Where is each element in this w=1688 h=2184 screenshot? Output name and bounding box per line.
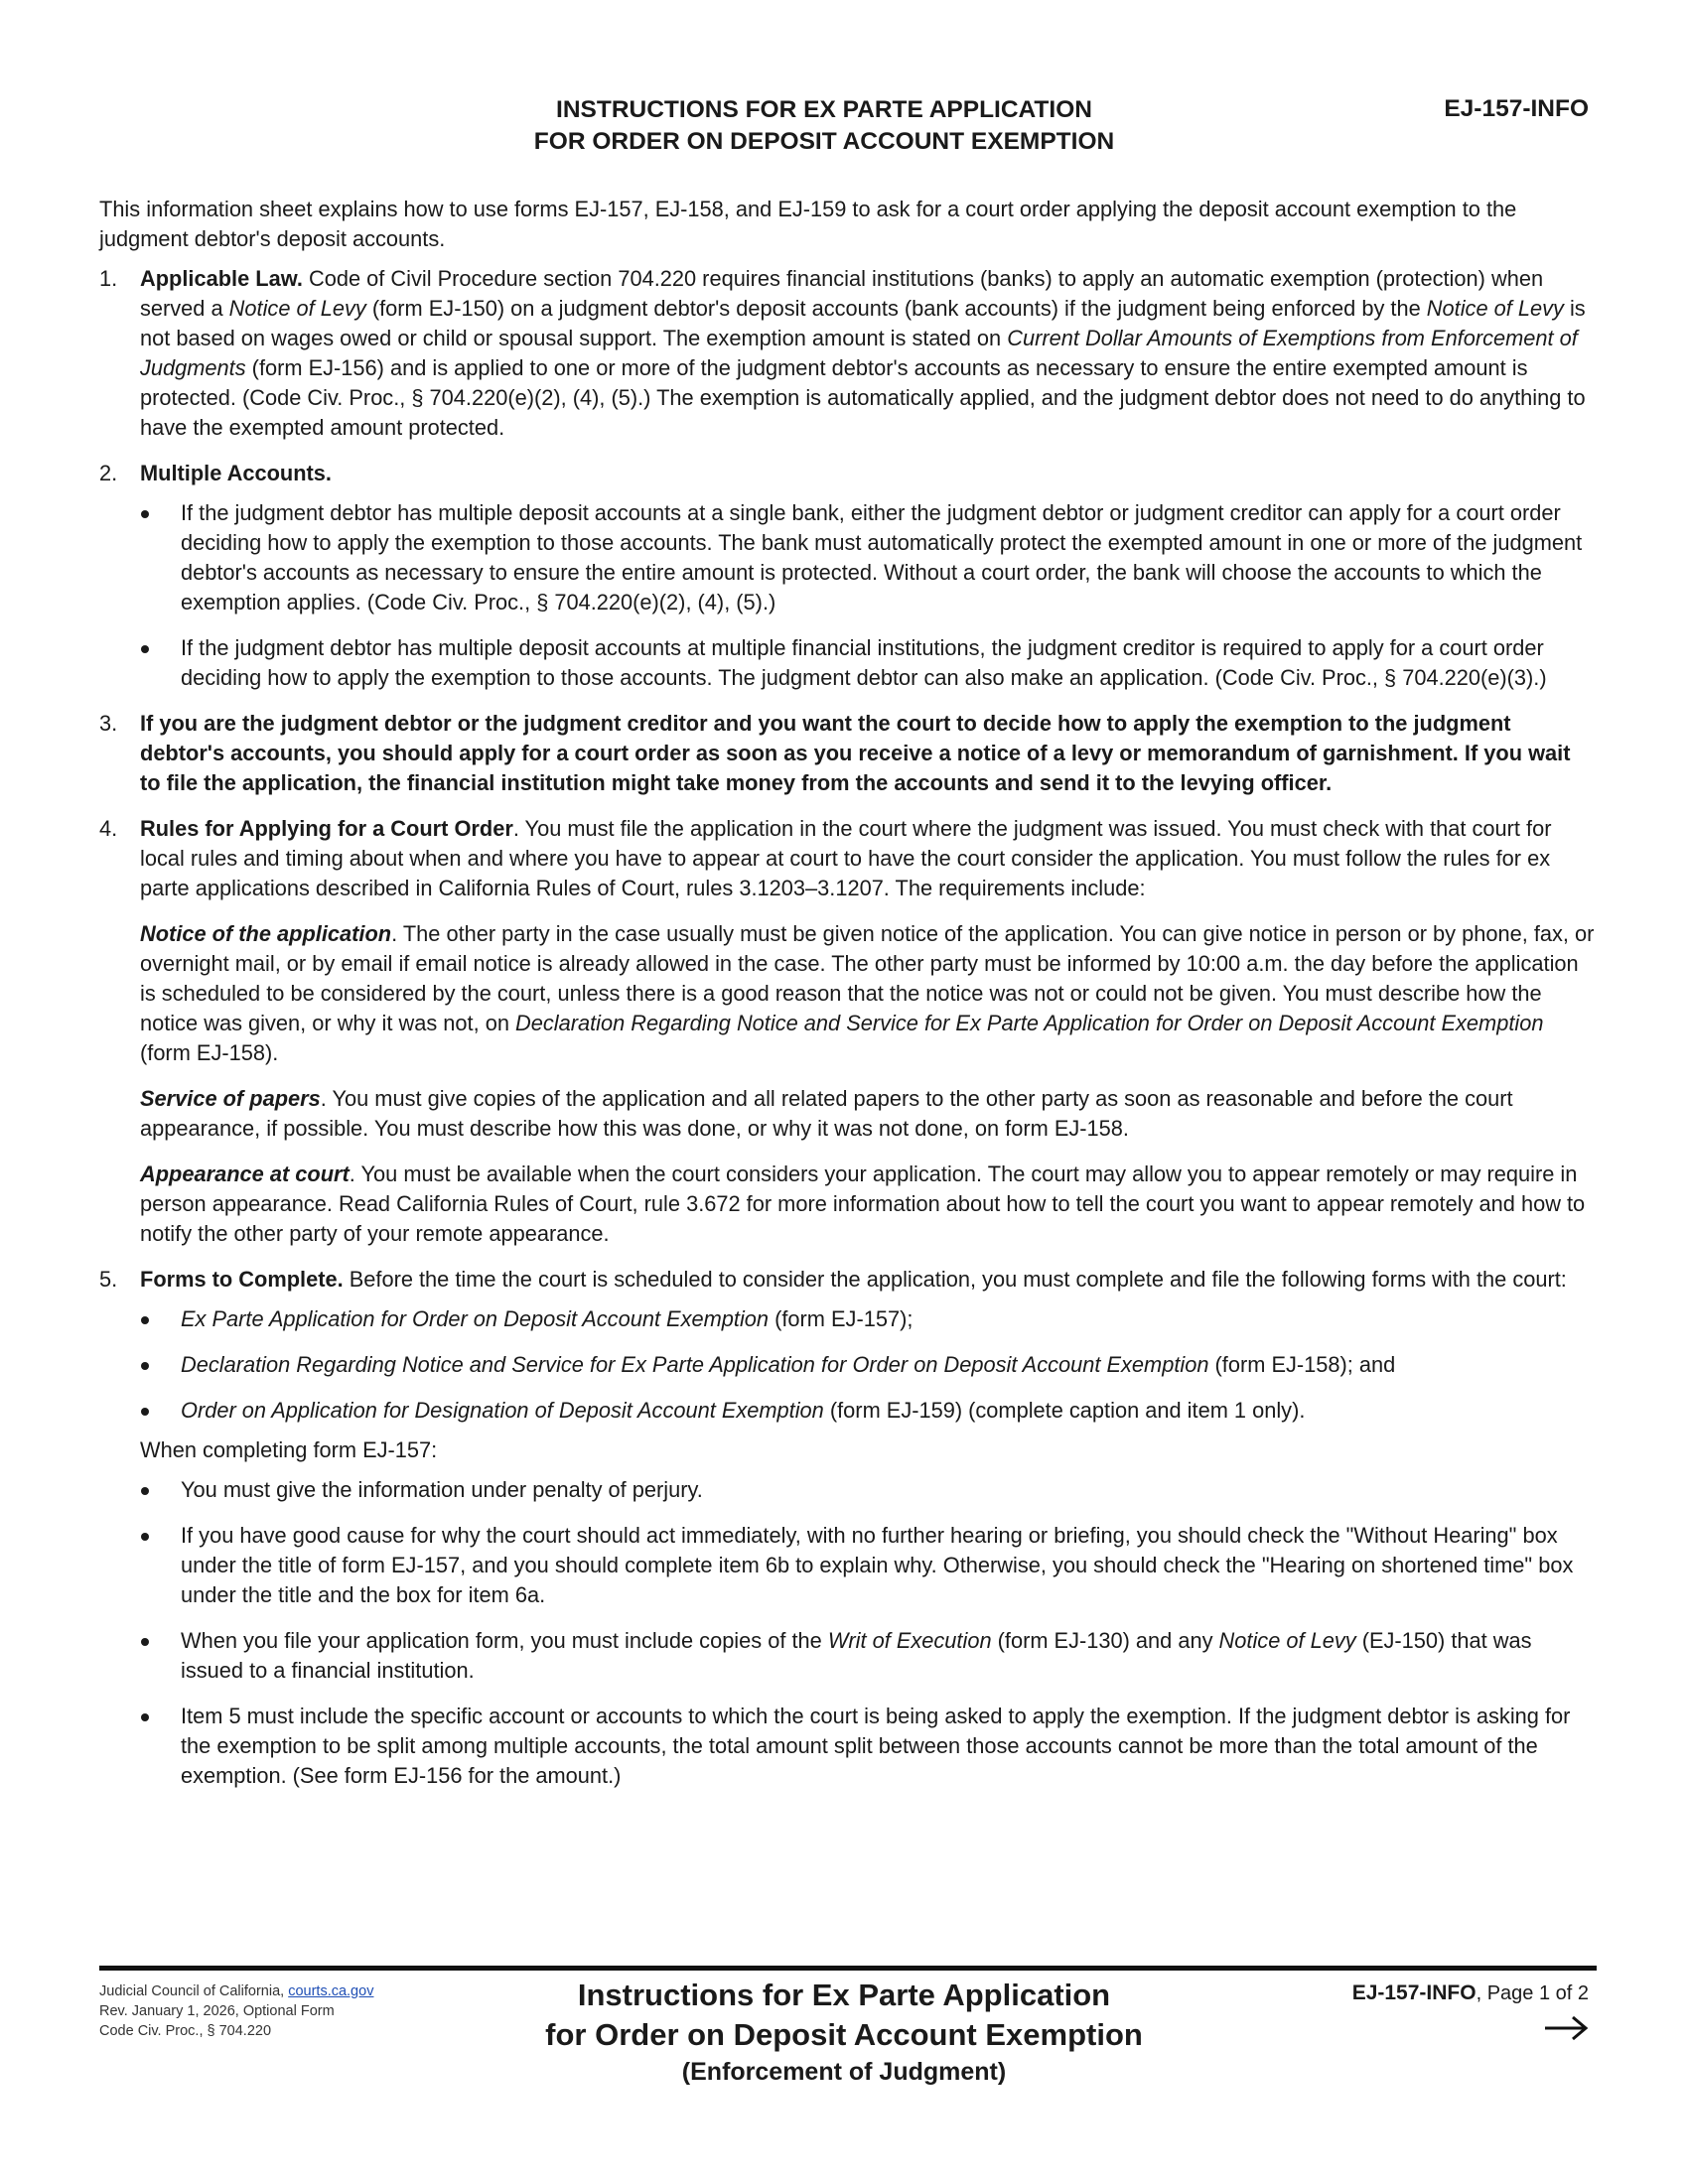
footer-title-line-1: Instructions for Ex Parte Application [577,1978,1111,2012]
forms-list [140,1304,1597,1426]
item-text [140,1265,1597,1295]
form-code: EJ-157-INFO [1444,95,1589,122]
bullet-item [140,1350,1597,1380]
footer-title-line-2: for Order on Deposit Account Exemption [545,2017,1143,2052]
item-apply-soon [99,709,1597,798]
item-number: 4. [99,816,118,841]
italic-run: Declaration Regarding Notice and Service for Ex Parte Application for Order on Deposit Account Exemption [515,1011,1544,1035]
text-run: . The other party in the case usually must be given notice of the application. You can give notice in person or by phone, fax, or overnight mail, or by email if email notice is already allowed in the case. The other party must be informed by 10:00 a.m. the day before the application is scheduled to be considered by the court, unless there is a good reason that the notice was not or could not be given. You must describe how the notice was given, or why it was not, on [140,921,1595,1035]
title-line-2: FOR ORDER ON DEPOSIT ACCOUNT EXEMPTION [533,128,1115,155]
item-rules [99,814,1597,1249]
page-title [397,94,1251,158]
bullet-item: Item 5 must include the specific account or accounts to which the court is being asked to apply the exemption. If the judgment debtor is asking for the exemption to be split among multiple accounts, the total amount split between those accounts cannot be more than the total amount of the exemption. (See form EJ-156 for the amount.) [140,1702,1597,1791]
bullet-item: If you have good cause for why the court should act immediately, with no further hearing or briefing, you should check the "Without Hearing" box under the title of form EJ-157, and you should complete item 6b to explain why. Otherwise, you should check the "Hearing on shortened time" box under the title and the box for item 6a. [140,1521,1597,1610]
council-name: Judicial Council of California, [99,1983,289,1999]
service-paragraph [140,1084,1597,1144]
sub-heading: Notice of the application [140,921,392,946]
item-number: 5. [99,1267,118,1292]
item-forms-to-complete [99,1265,1597,1791]
sub-heading: Service of papers [140,1086,321,1111]
item-text [140,264,1597,443]
text-run: (form EJ-150) on a judgment debtor's deposit accounts (bank accounts) if the judgment being enforced by the [365,296,1427,321]
text-run: (form EJ-158); and [1208,1352,1396,1377]
italic-run: Current Dollar Amounts of Exemptions from Enforcement of Judgments [140,326,1578,380]
bullet-item [140,1396,1597,1426]
item-number: 1. [99,266,118,291]
notice-paragraph [140,919,1597,1068]
code-reference: Code Civ. Proc., § 704.220 [99,2023,272,2039]
bullet-item: If the judgment debtor has multiple deposit accounts at a single bank, either the judgment debtor or judgment creditor can apply for a court order deciding how to apply the exemption to those accounts. The bank must automatically protect the exempted amount in one or more of the judgment debtor's accounts as necessary to ensure the entire amount is protected. Without a court order, the bank will choose the accounts to which the exemption applies. (Code Civ. Proc., § 704.220(e)(2), (4), (5).) [140,498,1597,617]
italic-run: Notice of Levy [1218,1628,1356,1653]
text-run: (form EJ-156) and is applied to one or more of the judgment debtor's accounts as necessary to ensure the entire exempted amount is protected. (Code Civ. Proc., § 704.220(e)(2), (4), (5).) The exemption is automatically applied, and the judgment debtor does not need to do anything to have the exempted amount protected. [140,355,1586,440]
item-heading: Forms to Complete. [140,1267,344,1292]
text-run: (form EJ-157); [769,1306,914,1331]
text-run: (form EJ-159) (complete caption and item 1 only). [823,1398,1306,1423]
footer-title-line-3: (Enforcement of Judgment) [681,2058,1007,2086]
bullet-list [140,498,1597,693]
text-run: Code of Civil Procedure section 704.220 requires financial institutions (banks) to apply an automatic exemption (protection) when served a [140,266,1544,321]
text-run: (form EJ-130) and any [991,1628,1219,1653]
text-run: . You must give copies of the application and all related papers to the other party as soon as reasonable and before the court appearance, if possible. You must describe how this was done, or why it was not done, on form EJ-158. [140,1086,1513,1141]
text-run: When you file your application form, you must include copies of the [181,1628,828,1653]
when-completing-label: When completing form EJ-157: [140,1437,438,1462]
footer-title [457,1976,1231,2089]
text-run: (form EJ-158). [140,1040,279,1065]
item-applicable-law [99,264,1597,443]
revision-date: Rev. January 1, 2026, Optional Form [99,2003,335,2019]
italic-run: Notice of Levy [228,296,366,321]
item-heading: Multiple Accounts. [140,461,332,485]
courts-link[interactable]: courts.ca.gov [288,1983,374,1999]
footer-citation [99,1981,373,2041]
bullet-item [140,1304,1597,1334]
italic-run: Notice of Levy [1426,296,1564,321]
item-heading: Applicable Law. [140,266,303,291]
italic-run: Ex Parte Application for Order on Deposit Account Exemption [181,1306,770,1331]
sub-heading: Appearance at court [140,1161,350,1186]
item-number: 3. [99,711,118,736]
bullet-item [140,1626,1597,1686]
item-text [140,459,1597,488]
instructions-body [99,195,1597,1791]
bullet-item: If the judgment debtor has multiple deposit accounts at multiple financial institutions, the judgment creditor is required to apply for a court order deciding how to apply the exemption to those accounts. The judgment debtor can also make an application. (Code Civ. Proc., § 704.220(e)(3).) [140,633,1597,693]
item-text [140,814,1597,903]
item-heading: Rules for Applying for a Court Order [140,816,513,841]
item-text: If you are the judgment debtor or the judgment creditor and you want the court to decide how to apply the exemption to the judgment debtor's accounts, you should apply for a court order as soon as you receive a notice of a levy or memorandum of garnishment. If you wait to file the application, the financial institution might take money from the accounts and send it to the levying officer. [140,711,1571,795]
footer-form-code: EJ-157-INFO [1351,1981,1477,2004]
intro-paragraph: This information sheet explains how to use forms EJ-157, EJ-158, and EJ-159 to ask for a court order applying the deposit account exemption to the judgment debtor's deposit accounts. [99,197,1517,251]
text-run: Before the time the court is scheduled to consider the application, you must complete and file the following forms with the court: [343,1267,1567,1292]
text-run: . You must be available when the court considers your application. The court may allow you to appear remotely or may require in person appearance. Read California Rules of Court, rule 3.672 for more information about how to tell the court you want to appear remotely and how to notify the other party of your remote appearance. [140,1161,1586,1246]
title-line-1: INSTRUCTIONS FOR EX PARTE APPLICATION [556,96,1092,123]
text-run: . You must file the application in the court where the judgment was issued. You must check with that court for local rules and timing about when and where you have to appear at court to have the court consider the application. You must follow the rules for ex parte applications described in California Rules of Court, rules 3.1203–3.1207. The requirements include: [140,816,1552,900]
item-number: 2. [99,461,118,485]
next-page-arrow-icon[interactable] [1543,2015,1589,2041]
page-number: , Page 1 of 2 [1476,1982,1589,2004]
text-run: (EJ-150) that was issued to a financial institution. [181,1628,1532,1683]
bullet-item: You must give the information under penalty of perjury. [140,1475,1597,1505]
text-run: is not based on wages owed or child or spousal support. The exemption amount is stated on [140,296,1586,350]
completion-list [140,1475,1597,1791]
footer-page-info [1352,1981,1589,2005]
italic-run: Writ of Execution [827,1628,992,1653]
item-multiple-accounts [99,459,1597,693]
appearance-paragraph [140,1160,1597,1249]
footer-divider [99,1966,1597,1971]
italic-run: Order on Application for Designation of Deposit Account Exemption [181,1398,824,1423]
italic-run: Declaration Regarding Notice and Service for Ex Parte Application for Order on Deposit Account Exemption [181,1352,1209,1377]
